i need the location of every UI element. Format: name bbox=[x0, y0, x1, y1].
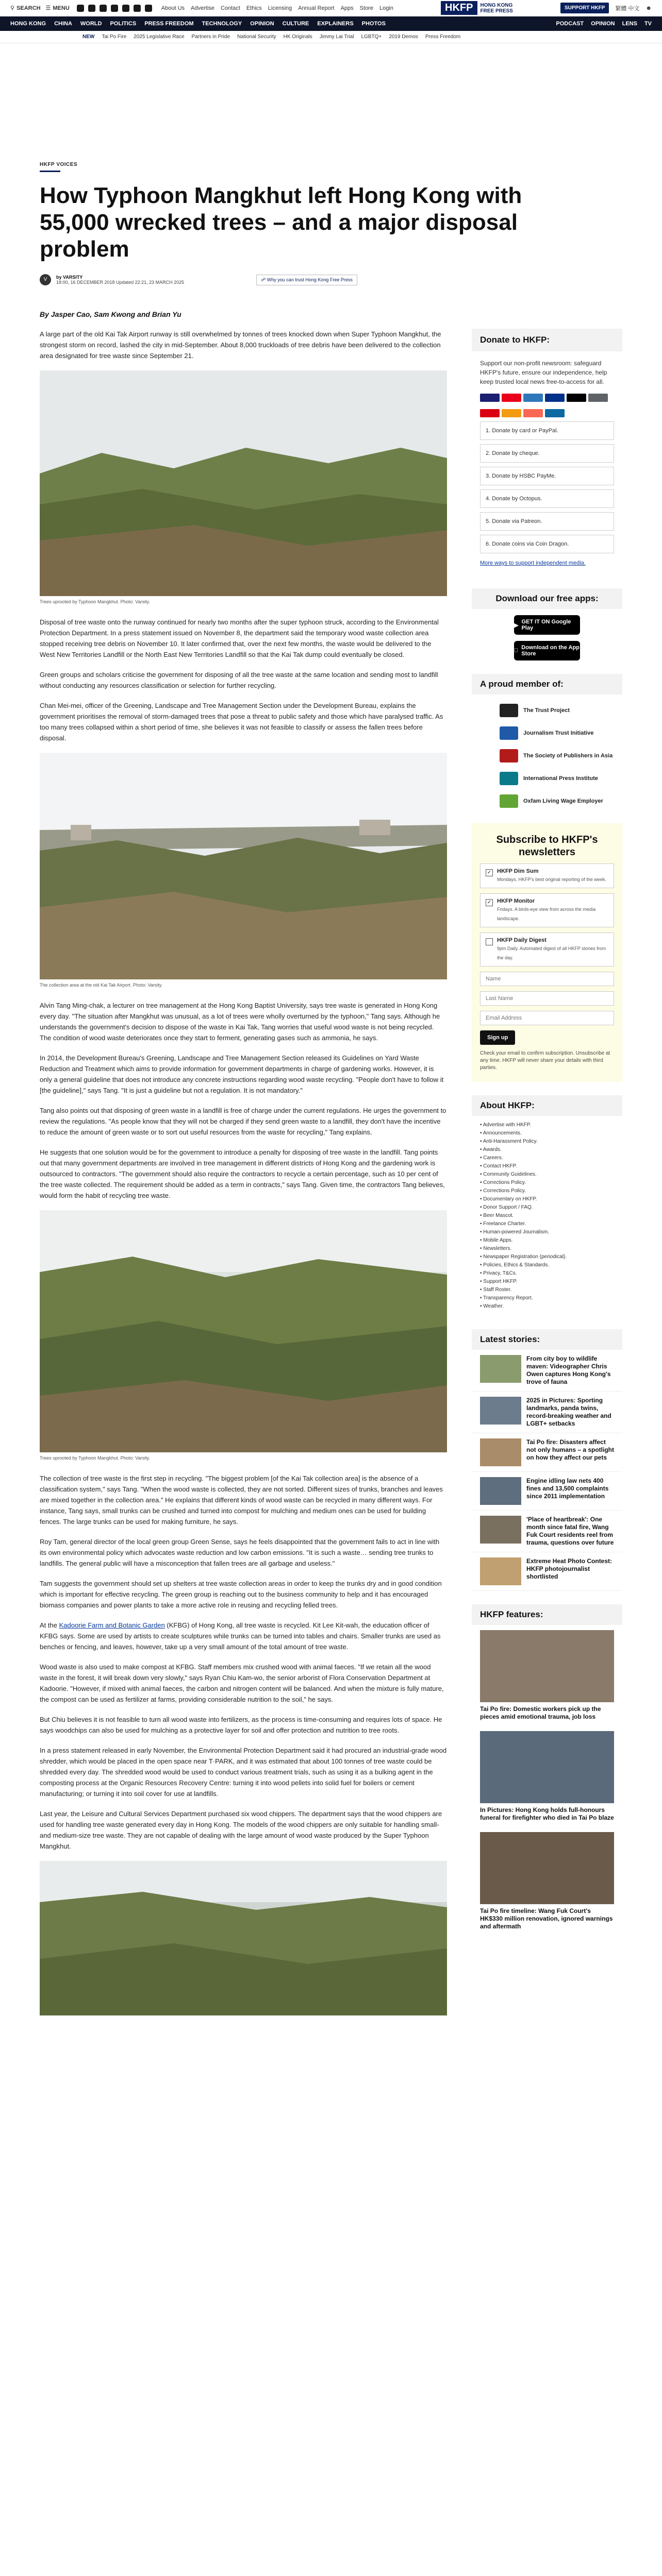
list-item[interactable]: From city boy to wildlife maven: Videographer Chris Owen captures Hong Kong's trove of fauna bbox=[472, 1350, 622, 1392]
nav-item[interactable]: EXPLAINERS bbox=[317, 21, 354, 27]
article-photo bbox=[40, 1861, 447, 2015]
more-ways-link[interactable]: More ways to support independent media. bbox=[480, 560, 586, 566]
ad-space bbox=[0, 43, 662, 146]
checkbox[interactable] bbox=[486, 938, 493, 945]
list-item[interactable]: Tai Po fire: Disasters affect not only humans – a spotlight on how they affect our pets bbox=[472, 1433, 622, 1472]
new-label: NEW bbox=[82, 34, 95, 40]
paragraph: In 2014, the Development Bureau's Greening, Landscape and Tree Management Section released its Guidelines on Yard Waste Reduction and Treatment which aims to provide information for government departments in charge of gardening works. However, it is only a general guideline that does not introduce any concrete instructions regarding wood waste recycling. "People don't have to follow it [the guideline]," says Tang. "It is just a guideline but not a regulation. It is not mandatory." bbox=[40, 1054, 444, 1094]
member-logo[interactable]: The Trust Project bbox=[500, 704, 622, 717]
newsletter-widget bbox=[472, 823, 622, 1082]
trust-link[interactable]: ☍ Why you can trust Hong Kong Free Press bbox=[256, 275, 357, 285]
trending-item[interactable]: Partners in Pride bbox=[191, 34, 230, 40]
applepay-icon bbox=[567, 394, 586, 402]
top-link[interactable]: Login bbox=[379, 5, 393, 11]
author-avatar[interactable]: V bbox=[40, 274, 51, 285]
fps-icon bbox=[545, 409, 565, 417]
google-play-button[interactable]: ▶ GET IT ON Google Play bbox=[514, 615, 580, 635]
about-link[interactable]: • Mobile Apps. bbox=[480, 1238, 513, 1243]
photo-caption: Trees uprooted by Typhoon Mangkhut. Photo: Varsity. bbox=[40, 599, 150, 604]
logo-mark: HKFP bbox=[441, 1, 477, 15]
nav-item[interactable]: HONG KONG bbox=[10, 21, 46, 27]
about-link[interactable]: • Freelance Charter. bbox=[480, 1221, 526, 1227]
about-link[interactable]: • Careers. bbox=[480, 1155, 503, 1161]
about-link[interactable]: • Newsletters. bbox=[480, 1246, 512, 1251]
paragraph: Last year, the Leisure and Cultural Services Department purchased six wood chippers. The department says that the wood chippers are used for handling tree waste generated every day in Hong Kong. The models of the wood chippers are only suitable for handling small-and medium-size tree waste. They are not capable of dealing with the large amount of wood waste produced by the Super Typhoon Mangkhut. bbox=[40, 1810, 442, 1850]
shield-icon: ☍ bbox=[261, 277, 266, 282]
nav-item-right[interactable]: OPINION bbox=[591, 21, 615, 27]
social-links bbox=[77, 5, 152, 12]
threads-icon[interactable] bbox=[111, 5, 118, 12]
about-link[interactable]: • Policies, Ethics & Standards. bbox=[480, 1262, 550, 1268]
trending-bar bbox=[0, 31, 662, 43]
donate-text: Support our non-profit newsroom: safeguard HKFP's future, ensure our independence, help keep trusted local news free-to-access for all. bbox=[480, 360, 607, 385]
feature-image[interactable] bbox=[480, 1832, 614, 1904]
about-title: About HKFP: bbox=[472, 1095, 622, 1116]
article-kicker[interactable]: HKFP VOICES bbox=[40, 162, 78, 167]
menu-link[interactable]: MENU bbox=[53, 5, 70, 11]
article-body bbox=[40, 329, 447, 2015]
checkbox[interactable]: ✓ bbox=[486, 899, 493, 906]
list-item[interactable]: 'Place of heartbreak': One month since fatal fire, Wang Fuk Court residents reel from trauma, questions over future bbox=[472, 1511, 622, 1552]
trending-item[interactable]: Jimmy Lai Trial bbox=[319, 34, 354, 40]
about-link[interactable]: • Donor Support / FAQ. bbox=[480, 1205, 533, 1210]
trending-item[interactable]: HK Originals bbox=[283, 34, 312, 40]
payment-methods bbox=[480, 394, 614, 402]
feature-image[interactable] bbox=[480, 1630, 614, 1702]
patreon-icon bbox=[523, 409, 543, 417]
oxfam-icon bbox=[500, 794, 518, 808]
search-icon[interactable]: ⚲ bbox=[10, 5, 15, 11]
story-thumbnail[interactable] bbox=[480, 1397, 521, 1425]
sidebar bbox=[472, 329, 622, 2015]
member-title: A proud member of: bbox=[472, 674, 622, 694]
about-link[interactable]: • Community Guidelines. bbox=[480, 1172, 537, 1177]
article-photo bbox=[40, 370, 447, 596]
ipi-icon bbox=[500, 772, 518, 785]
menu-icon[interactable]: ☰ bbox=[45, 5, 51, 11]
latest-title: Latest stories: bbox=[472, 1329, 622, 1350]
about-link[interactable]: • Awards. bbox=[480, 1147, 502, 1153]
trending-item[interactable]: LGBTQ+ bbox=[361, 34, 382, 40]
donate-option[interactable]: 3. Donate by HSBC PayMe. bbox=[480, 467, 614, 485]
utility-links bbox=[161, 5, 393, 11]
newsletter-note: Check your email to confirm subscription. Unsubscribe at any time. HKFP will never share your details with third parties. bbox=[480, 1050, 610, 1071]
youtube-icon[interactable] bbox=[122, 5, 129, 12]
feature-item[interactable]: In Pictures: Hong Kong holds full-honours funeral for firefighter who died in Tai Po blaze bbox=[472, 1726, 622, 1827]
kfbg-link[interactable]: Kadoorie Farm and Botanic Garden bbox=[59, 1621, 165, 1629]
donate-option[interactable]: 1. Donate by card or PayPal. bbox=[480, 421, 614, 440]
paragraph: Chan Mei-mei, officer of the Greening, Landscape and Tree Management Section under the Development Bureau, explains the government prioritises the removal of storm-damaged trees that pose a threat to public safety and those which have paralysed traffic. As too many trees collapsed within a short period of time, she believes it was not feasible to classify or assess the fallen trees before disposal. bbox=[40, 702, 443, 742]
nav-item[interactable]: POLITICS bbox=[110, 21, 137, 27]
story-thumbnail[interactable] bbox=[480, 1438, 521, 1466]
feature-image[interactable] bbox=[480, 1731, 614, 1803]
language-toggle[interactable]: 繁體 中文 bbox=[615, 5, 640, 12]
donate-option[interactable]: 4. Donate by Octopus. bbox=[480, 489, 614, 508]
list-item[interactable]: 2025 in Pictures: Sporting landmarks, panda twins, record-breaking weather and LGBT+ setbacks bbox=[472, 1392, 622, 1433]
paragraph: He suggests that one solution would be for the government to introduce a penalty for disposing of tree waste in the landfill. Tang points out that many government departments are involved in tree management in different districts of Hong Kong and the gardening work is outsourced to contractors. "The government should also require the contractors to recycle a certain percentage, such as 10 per cent of the tree waste collected. The requirement should be added as a term in contracts," says Tang. Given time, the contractors Tang believes, would form the habit of recycling tree waste. bbox=[40, 1148, 445, 1199]
main-nav bbox=[0, 16, 662, 31]
nav-item[interactable]: PRESS FREEDOM bbox=[144, 21, 194, 27]
trending-item[interactable]: 2025 Legislative Race bbox=[134, 34, 185, 40]
about-link[interactable]: • Contact HKFP. bbox=[480, 1163, 517, 1169]
story-thumbnail[interactable] bbox=[480, 1355, 521, 1383]
paragraph: Roy Tam, general director of the local green group Green Sense, says he feels disappointed that the government fails to act in line with its own environmental policy which advocates waste reduction and low carbon emissions. "It is such a waste… sending tree trunks to landfills. The general public will have a misconception that fallen trees are all garbage and useless." bbox=[40, 1538, 440, 1567]
donate-option[interactable]: 5. Donate via Patreon. bbox=[480, 512, 614, 531]
trending-item[interactable]: 2019 Demos bbox=[389, 34, 418, 40]
newsletter-option[interactable]: HKFP Daily Digest 9pm Daily. Automated digest of all HKFP stories from the day. bbox=[480, 933, 614, 967]
nav-item[interactable]: CHINA bbox=[54, 21, 72, 27]
paragraph: Green groups and scholars criticise the government for disposing of all the tree waste at the same location and sending most to landfill without conducting any resources classification or selection for further recycling. bbox=[40, 671, 438, 689]
about-link[interactable]: • Corrections Policy. bbox=[480, 1188, 526, 1194]
amex-icon bbox=[523, 394, 543, 402]
paragraph: A large part of the old Kai Tak Airport runway is still overwhelmed by tonnes of trees knocked down when Super Typhoon Mangkhut, the strongest storm on record, lashed the city in mid-September. About 8,000 truckloads of tree debris have been delivered to the collection area designated for tree waste since September 21. bbox=[40, 330, 441, 360]
top-link[interactable]: Advertise bbox=[191, 5, 214, 11]
donate-option[interactable]: 6. Donate coins via Coin Dragon. bbox=[480, 535, 614, 553]
about-list bbox=[472, 1116, 622, 1316]
donate-option[interactable]: 2. Donate by cheque. bbox=[480, 444, 614, 463]
newsletter-title: Subscribe to HKFP's newsletters bbox=[496, 834, 598, 858]
latest-list bbox=[472, 1350, 622, 1591]
feature-item[interactable]: Tai Po fire timeline: Wang Fuk Court's HK$330 million renovation, ignored warnings and aftermath bbox=[472, 1827, 622, 1936]
member-logo[interactable]: The Society of Publishers in Asia bbox=[500, 749, 622, 762]
paragraph: Tang also points out that disposing of green waste in a landfill is free of charge under the current regulations. He urges the government to review the regulations. "As people know that they will not be charged if they send green waste to a landfill, they don't have the incentive to reduce the amount of green waste or to sort out useful resources from the waste for recycling," Tang explains. bbox=[40, 1107, 446, 1136]
top-link[interactable]: Ethics bbox=[246, 5, 262, 11]
twitter-icon[interactable] bbox=[77, 5, 84, 12]
feature-item[interactable]: Tai Po fire: Domestic workers pick up the pieces amid emotional trauma, job loss bbox=[472, 1625, 622, 1726]
article-photo bbox=[40, 753, 447, 979]
about-link[interactable]: • Staff Roster. bbox=[480, 1287, 512, 1293]
article-title: How Typhoon Mangkhut left Hong Kong with 55,000 wrecked trees – and a major disposal problem bbox=[40, 183, 522, 262]
article-photo bbox=[40, 1210, 447, 1452]
payme-icon bbox=[480, 409, 500, 417]
nav-item[interactable]: PHOTOS bbox=[361, 21, 386, 27]
paragraph: But Chiu believes it is not feasible to turn all wood waste into fertilizers, as the process is time-consuming and requires lots of space. He says woodchips can also be used for mulching as a protective layer for soil and offer protection and nutrition to tree roots. bbox=[40, 1716, 442, 1734]
trending-item[interactable]: Press Freedom bbox=[425, 34, 461, 40]
about-link[interactable]: • Newspaper Registration (periodical). bbox=[480, 1254, 567, 1260]
about-link[interactable]: • Corrections Policy. bbox=[480, 1180, 526, 1185]
story-thumbnail[interactable] bbox=[480, 1477, 521, 1505]
about-link[interactable]: • Advertise with HKFP. bbox=[480, 1122, 531, 1128]
top-link[interactable]: Apps bbox=[340, 5, 354, 11]
photo-caption: Trees uprooted by Typhoon Mangkhut. Photo: Varsity. bbox=[40, 1455, 150, 1461]
nav-item-right[interactable]: PODCAST bbox=[556, 21, 584, 27]
top-link[interactable]: About Us bbox=[161, 5, 185, 11]
about-link[interactable]: • Weather. bbox=[480, 1303, 504, 1309]
member-logo[interactable]: International Press Institute bbox=[500, 772, 622, 785]
visa-icon bbox=[480, 394, 500, 402]
list-item[interactable]: Extreme Heat Photo Contest: HKFP photojournalist shortlisted bbox=[472, 1552, 622, 1591]
user-icon[interactable]: ☻ bbox=[646, 5, 652, 11]
top-link[interactable]: Licensing bbox=[268, 5, 292, 11]
about-link[interactable]: • Documentary on HKFP. bbox=[480, 1196, 537, 1202]
paypal-icon bbox=[545, 394, 565, 402]
paragraph: Disposal of tree waste onto the runway continued for nearly two months after the super typhoon struck, according to the Environmental Protection Department. In a press statement issued on November 8, the department said the temporary wood waste collection area stopped receiving tree debris on November 10. It later confirmed that, over the next few months, the waste would be delivered to the West New Territories Landfill or the North East New Territories Landfill so that the Kai Tak dump could eventually be closed. bbox=[40, 618, 439, 658]
member-logo[interactable]: Oxfam Living Wage Employer bbox=[500, 794, 622, 808]
rss-icon[interactable] bbox=[145, 5, 152, 12]
byline bbox=[40, 274, 622, 285]
logo-text: HONG KONG FREE PRESS bbox=[480, 2, 513, 14]
about-link[interactable]: • Human-powered Journalism. bbox=[480, 1229, 550, 1235]
top-link[interactable]: Annual Report bbox=[298, 5, 335, 11]
sopa-icon bbox=[500, 749, 518, 762]
instagram-icon[interactable] bbox=[100, 5, 107, 12]
features-title: HKFP features: bbox=[472, 1604, 622, 1625]
kicker-divider bbox=[40, 171, 60, 172]
nav-item-right[interactable]: LENS bbox=[622, 21, 637, 27]
story-thumbnail[interactable] bbox=[480, 1557, 521, 1585]
author-name[interactable]: by VARSITY bbox=[56, 275, 83, 280]
play-icon: ▶ bbox=[514, 622, 519, 629]
nav-item[interactable]: TECHNOLOGY bbox=[202, 21, 242, 27]
signup-button[interactable]: Sign up bbox=[480, 1030, 515, 1045]
last-name-input[interactable] bbox=[480, 991, 614, 1006]
email-input[interactable] bbox=[480, 1011, 614, 1025]
donate-title: Donate to HKFP: bbox=[472, 329, 622, 351]
about-link[interactable]: • Transparency Report. bbox=[480, 1295, 533, 1301]
nav-item[interactable]: OPINION bbox=[250, 21, 274, 27]
paragraph: At the Kadoorie Farm and Botanic Garden (KFBG) of Hong Kong, all tree waste is recycled. Kit Lee Kit-wah, the education officer of KFBG says. Some are used by artists to create sculptures while trunks can be turned into tables and chairs. Smaller trunks are used as benches or fencing, and leaves, however, take up a very small amount of the total amount of tree waste. bbox=[40, 1621, 441, 1651]
app-store-button[interactable]: Download on the App Store bbox=[514, 641, 580, 660]
nav-item-right[interactable]: TV bbox=[644, 21, 652, 27]
support-button[interactable]: SUPPORT HKFP bbox=[560, 3, 609, 13]
newsletter-option[interactable]: ✓ HKFP Monitor Fridays. A birds-eye view from across the media landscape. bbox=[480, 893, 614, 927]
trust-project-icon bbox=[500, 704, 518, 717]
top-link[interactable]: Store bbox=[359, 5, 373, 11]
trending-item[interactable]: Tai Po Fire bbox=[102, 34, 127, 40]
about-link[interactable]: • Announcements. bbox=[480, 1130, 522, 1136]
story-thumbnail[interactable] bbox=[480, 1516, 521, 1544]
octopus-icon bbox=[502, 409, 521, 417]
telegram-icon[interactable] bbox=[134, 5, 141, 12]
trending-item[interactable]: National Security bbox=[237, 34, 276, 40]
nav-item[interactable]: CULTURE bbox=[282, 21, 309, 27]
name-input[interactable] bbox=[480, 972, 614, 986]
paragraph: In a press statement released in early November, the Environmental Protection Department said it had procured an industrial-grade wood shredder, which would be placed in the open space near T·PARK, and it was estimated that about 100 tonnes of tree waste could be shredded every day. The shredded wood would be used to conduct various treatment trials, such as using it as a bulking agent in the composting process at the Organic Resources Recovery Centre: turning it into wood pellets into solid fuel for boilers or cement manufacturing; or turning it into soil cover for use at landfills. bbox=[40, 1747, 447, 1798]
donate-widget bbox=[472, 329, 622, 575]
paragraph: Alvin Tang Ming-chak, a lecturer on tree management at the Hong Kong Baptist University, says tree waste is generated in Hong Kong every day. "The situation after Mangkhut was unusual, as a lot of trees were wholly overturned by the typhoon," Tang says. Although he understands the government's decision to dispose of the waste in Kai Tak, Tang worries that useful wood waste is not being recycled. The condition of wood waste deteriorates once they start to ferment, generating gases such as ammonia, he says. bbox=[40, 1002, 440, 1042]
top-link[interactable]: Contact bbox=[220, 5, 240, 11]
paragraph: Wood waste is also used to make compost at KFBG. Staff members mix crushed wood with animal faeces. "If we retain all the wood waste in the forest, it will break down very slowly," says Ryan Chiu Kam-wo, the senior arborist of Flora Conservation Department at Kadoorie. "However, if mixed with animal faeces, the carbon and nitrogen content will be balanced. And when the mixture is fully mature, the compost can be used as fertilizer at farms, providing considerable nutrition to the soil," he says. bbox=[40, 1663, 444, 1703]
about-link[interactable]: • Privacy, T&Cs. bbox=[480, 1270, 517, 1276]
top-bar bbox=[0, 0, 662, 16]
mastercard-icon bbox=[502, 394, 521, 402]
article-authors: By Jasper Cao, Sam Kwong and Brian Yu bbox=[40, 310, 181, 318]
nav-item[interactable]: WORLD bbox=[80, 21, 102, 27]
paragraph: The collection of tree waste is the first step in recycling. "The biggest problem [of the Kai Tak collection area] is the absence of a classification system," says Tang. "When the wood waste is collected, they are not sorted. Different sizes of trunks, branches and leaves are mixed together in the collection area." He explains that different kinds of wood waste can be recycled in many different ways. For instance, Tang says, small trunks can be crushed and turned into compost for mulching and medium ones can be used for building fences. The large trunks can be used for making furniture, he says. bbox=[40, 1475, 443, 1526]
checkbox[interactable]: ✓ bbox=[486, 869, 493, 876]
apple-icon bbox=[514, 648, 518, 654]
jti-icon bbox=[500, 726, 518, 740]
search-link[interactable]: SEARCH bbox=[16, 5, 41, 11]
facebook-icon[interactable] bbox=[88, 5, 95, 12]
googlepay-icon bbox=[588, 394, 608, 402]
about-link[interactable]: • Beer Mascot. bbox=[480, 1213, 514, 1218]
list-item[interactable]: Engine idling law nets 400 fines and 13,500 complaints since 2011 implementation bbox=[472, 1472, 622, 1511]
about-link[interactable]: • Anti-Harassment Policy. bbox=[480, 1139, 538, 1144]
apps-title: Download our free apps: bbox=[472, 588, 622, 609]
publish-date: 18:00, 16 DECEMBER 2018 Updated 22:21, 23 MARCH 2025 bbox=[56, 280, 185, 285]
about-link[interactable]: • Support HKFP. bbox=[480, 1279, 518, 1284]
photo-caption: The collection area at the old Kai Tak Airport. Photo: Varsity. bbox=[40, 982, 163, 988]
member-logo[interactable]: Journalism Trust Initiative bbox=[500, 726, 622, 740]
newsletter-option[interactable]: ✓ HKFP Dim Sum Mondays. HKFP's best original reporting of the week. bbox=[480, 863, 614, 888]
paragraph: Tam suggests the government should set up shelters at tree waste collection areas in order to keep the trunks dry and in good condition which is important for effective recycling. The green group is reaching out to the business community to help and it has encouraged biomass companies and power plants to take a more active role in reusing and recycling felled trees. bbox=[40, 1580, 442, 1609]
site-logo[interactable] bbox=[441, 0, 513, 16]
